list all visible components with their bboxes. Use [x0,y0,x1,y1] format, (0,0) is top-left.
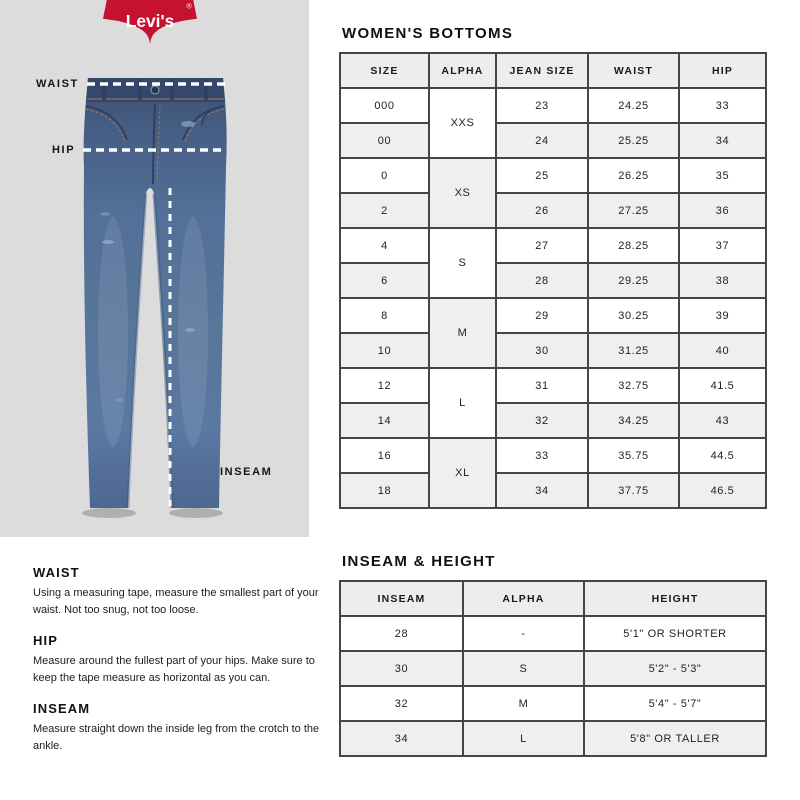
hip-label: HIP [52,144,76,156]
jean-size-cell: 28 [496,263,588,298]
size-cell: 6 [340,263,429,298]
hip-cell: 36 [679,193,766,228]
description-heading: WAIST [33,565,80,580]
table-row [340,651,766,686]
size-cell: 00 [340,123,429,158]
jean-size-cell: 27 [496,228,588,263]
registered-mark: ® [186,1,192,11]
waist-cell: 26.25 [588,158,679,193]
alpha-cell: XL [429,438,496,508]
hip-cell: 33 [679,88,766,123]
table-row [340,616,766,651]
bottoms-table-body [340,88,766,508]
table-row [340,88,766,123]
inseam-table [339,580,767,757]
size-cell: 16 [340,438,429,473]
alpha-cell: - [463,616,584,651]
logo-wordmark: Levi's [125,10,175,31]
jean-size-cell: 23 [496,88,588,123]
inseam-table-title: INSEAM & HEIGHT [342,553,496,570]
column-header: INSEAM [340,581,463,616]
inseam-cell: 28 [340,616,463,651]
inseam-cell: 32 [340,686,463,721]
size-cell: 2 [340,193,429,228]
measurement-descriptions [33,565,329,769]
bottoms-table-head [340,53,766,88]
table-row [340,333,766,368]
inseam-cell: 34 [340,721,463,756]
alpha-cell: XXS [429,88,496,158]
height-cell: 5'1" OR SHORTER [584,616,766,651]
size-cell: 18 [340,473,429,508]
alpha-cell: S [429,228,496,298]
size-cell: 12 [340,368,429,403]
description-heading: HIP [33,633,58,648]
height-cell: 5'2" - 5'3" [584,651,766,686]
size-cell: 4 [340,228,429,263]
jean-size-cell: 24 [496,123,588,158]
waist-cell: 25.25 [588,123,679,158]
waist-cell: 32.75 [588,368,679,403]
hip-cell: 34 [679,123,766,158]
waist-cell: 29.25 [588,263,679,298]
levis-logo [103,0,197,47]
waist-cell: 31.25 [588,333,679,368]
hip-cell: 43 [679,403,766,438]
alpha-cell: S [463,651,584,686]
description-text: Measure straight down the inside leg from the crotch to the ankle. [33,723,320,752]
waist-cell: 27.25 [588,193,679,228]
bottoms-table-title: WOMEN'S BOTTOMS [342,25,514,42]
hip-cell: 38 [679,263,766,298]
jean-size-cell: 34 [496,473,588,508]
table-row [340,438,766,473]
waist-cell: 24.25 [588,88,679,123]
jeans-image [75,62,235,522]
alpha-cell: L [429,368,496,438]
column-header: SIZE [340,53,429,88]
waist-label: WAIST [36,78,79,90]
description-text: Using a measuring tape, measure the smallest part of your waist. Not too snug, not too loose. [33,587,319,616]
size-cell: 8 [340,298,429,333]
table-row [340,298,766,333]
hip-cell: 37 [679,228,766,263]
waist-cell: 28.25 [588,228,679,263]
table-row [340,228,766,263]
waist-cell: 37.75 [588,473,679,508]
table-row [340,368,766,403]
column-header: JEAN SIZE [496,53,588,88]
column-header: HIP [679,53,766,88]
hip-cell: 44.5 [679,438,766,473]
size-cell: 14 [340,403,429,438]
hip-cell: 39 [679,298,766,333]
table-row [340,403,766,438]
jeans-photo-panel [0,0,309,537]
jean-size-cell: 33 [496,438,588,473]
size-cell: 0 [340,158,429,193]
table-row [340,473,766,508]
description-text: Measure around the fullest part of your hips. Make sure to keep the tape measure as horizontal as you can. [33,655,315,684]
jean-size-cell: 29 [496,298,588,333]
header-row [340,53,766,88]
size-cell: 000 [340,88,429,123]
alpha-cell: M [429,298,496,368]
column-header: ALPHA [463,581,584,616]
table-row [340,193,766,228]
waist-cell: 34.25 [588,403,679,438]
jean-size-cell: 31 [496,368,588,403]
waist-cell: 30.25 [588,298,679,333]
header-row [340,581,766,616]
column-header: ALPHA [429,53,496,88]
jean-size-cell: 26 [496,193,588,228]
table-row [340,721,766,756]
jean-size-cell: 30 [496,333,588,368]
jean-size-cell: 32 [496,403,588,438]
jeans-button [151,86,159,94]
table-row [340,123,766,158]
inseam-cell: 30 [340,651,463,686]
alpha-cell: M [463,686,584,721]
hip-cell: 46.5 [679,473,766,508]
jean-size-cell: 25 [496,158,588,193]
hip-cell: 41.5 [679,368,766,403]
column-header: WAIST [588,53,679,88]
column-header: HEIGHT [584,581,766,616]
height-cell: 5'8" OR TALLER [584,721,766,756]
hip-cell: 40 [679,333,766,368]
inseam-table-body [340,616,766,756]
table-row [340,686,766,721]
hip-cell: 35 [679,158,766,193]
inseam-table-head [340,581,766,616]
waist-cell: 35.75 [588,438,679,473]
height-cell: 5'4" - 5'7" [584,686,766,721]
alpha-cell: L [463,721,584,756]
alpha-cell: XS [429,158,496,228]
bottoms-table [339,52,767,509]
table-row [340,263,766,298]
description-heading: INSEAM [33,701,91,716]
table-row [340,158,766,193]
size-cell: 10 [340,333,429,368]
inseam-label: INSEAM [220,466,273,478]
